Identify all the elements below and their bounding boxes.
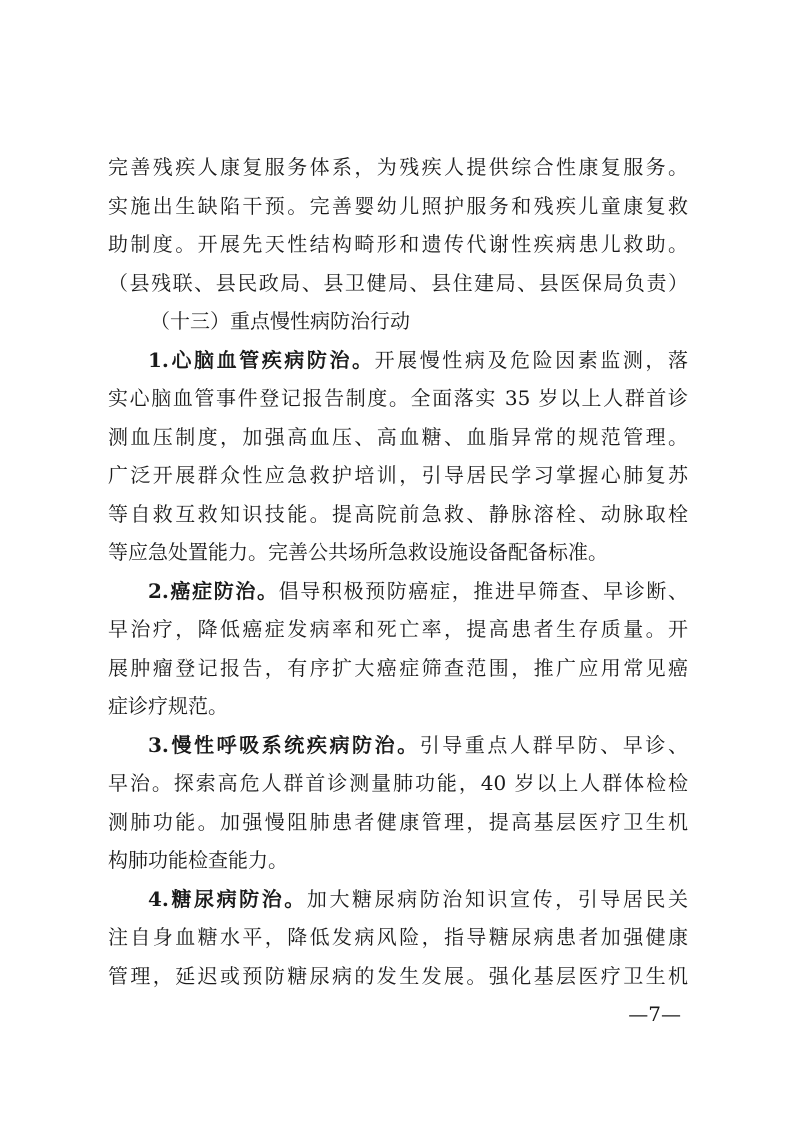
paragraph-line: 早治疗，降低癌症发病率和死亡率，提高患者生存质量。开: [108, 617, 688, 641]
paragraph-line: 展肿瘤登记报告，有序扩大癌症筛查范围，推广应用常见癌: [108, 655, 688, 680]
paragraph-line: 注自身血糖水平，降低发病风险，指导糖尿病患者加强健康: [108, 925, 688, 949]
paragraph-line: [108, 572, 688, 611]
paragraph-line: 测肺功能。加强慢阻肺患者健康管理，提高基层医疗卫生机: [108, 809, 688, 834]
page-number: —7—: [628, 1002, 681, 1026]
paragraph-text: 倡导积极预防癌症，推进早筛查、早诊断、: [278, 578, 688, 603]
subsection-heading-diabetes: 4.糖尿病防治。: [148, 886, 307, 911]
paragraph-line: 管理，延迟或预防糖尿病的发生发展。强化基层医疗卫生机: [108, 963, 688, 988]
paragraph-line: [108, 726, 688, 765]
paragraph-line: [108, 341, 688, 380]
paragraph-line: （县残联、县民政局、县卫健局、县住建局、县医保局负责）: [108, 270, 688, 295]
section-heading: （十三）重点慢性病防治行动: [150, 309, 410, 333]
paragraph-line: 助制度。开展先天性结构畸形和遗传代谢性疾病患儿救助。: [108, 232, 688, 256]
paragraph-text: 引导重点人群早防、早诊、: [419, 732, 688, 757]
subsection-heading-cancer: 2.癌症防治。: [148, 578, 279, 603]
paragraph-line: 实施出生缺陷干预。完善婴幼儿照护服务和残疾儿童康复救: [108, 193, 688, 218]
subsection-heading-respiratory: 3.慢性呼吸系统疾病防治。: [148, 732, 420, 757]
paragraph-line: 早治。探索高危人群首诊测量肺功能，40 岁以上人群体检检: [108, 771, 688, 795]
paragraph-line: 测血压制度，加强高血压、高血糖、血脂异常的规范管理。: [108, 424, 688, 449]
paragraph-line: 等应急处置能力。完善公共场所急救设施设备配备标准。: [108, 540, 608, 564]
paragraph-line: 症诊疗规范。: [108, 694, 228, 718]
paragraph-line: 等自救互救知识技能。提高院前急救、静脉溶栓、动脉取栓: [108, 501, 688, 526]
paragraph-line: 构肺功能检查能力。: [108, 848, 288, 872]
paragraph-text: 开展慢性病及危险因素监测，落: [374, 347, 688, 372]
paragraph-line: [108, 880, 688, 919]
paragraph-line: 广泛开展群众性应急救护培训，引导居民学习掌握心肺复苏: [108, 463, 688, 487]
paragraph-line: 完善残疾人康复服务体系，为残疾人提供综合性康复服务。: [108, 155, 688, 179]
subsection-heading-cardio: 1.心脑血管疾病防治。: [148, 347, 375, 372]
paragraph-line: 实心脑血管事件登记报告制度。全面落实 35 岁以上人群首诊: [108, 386, 688, 410]
body-text: [108, 148, 688, 995]
paragraph-text: 加大糖尿病防治知识宣传，引导居民关: [306, 886, 688, 911]
